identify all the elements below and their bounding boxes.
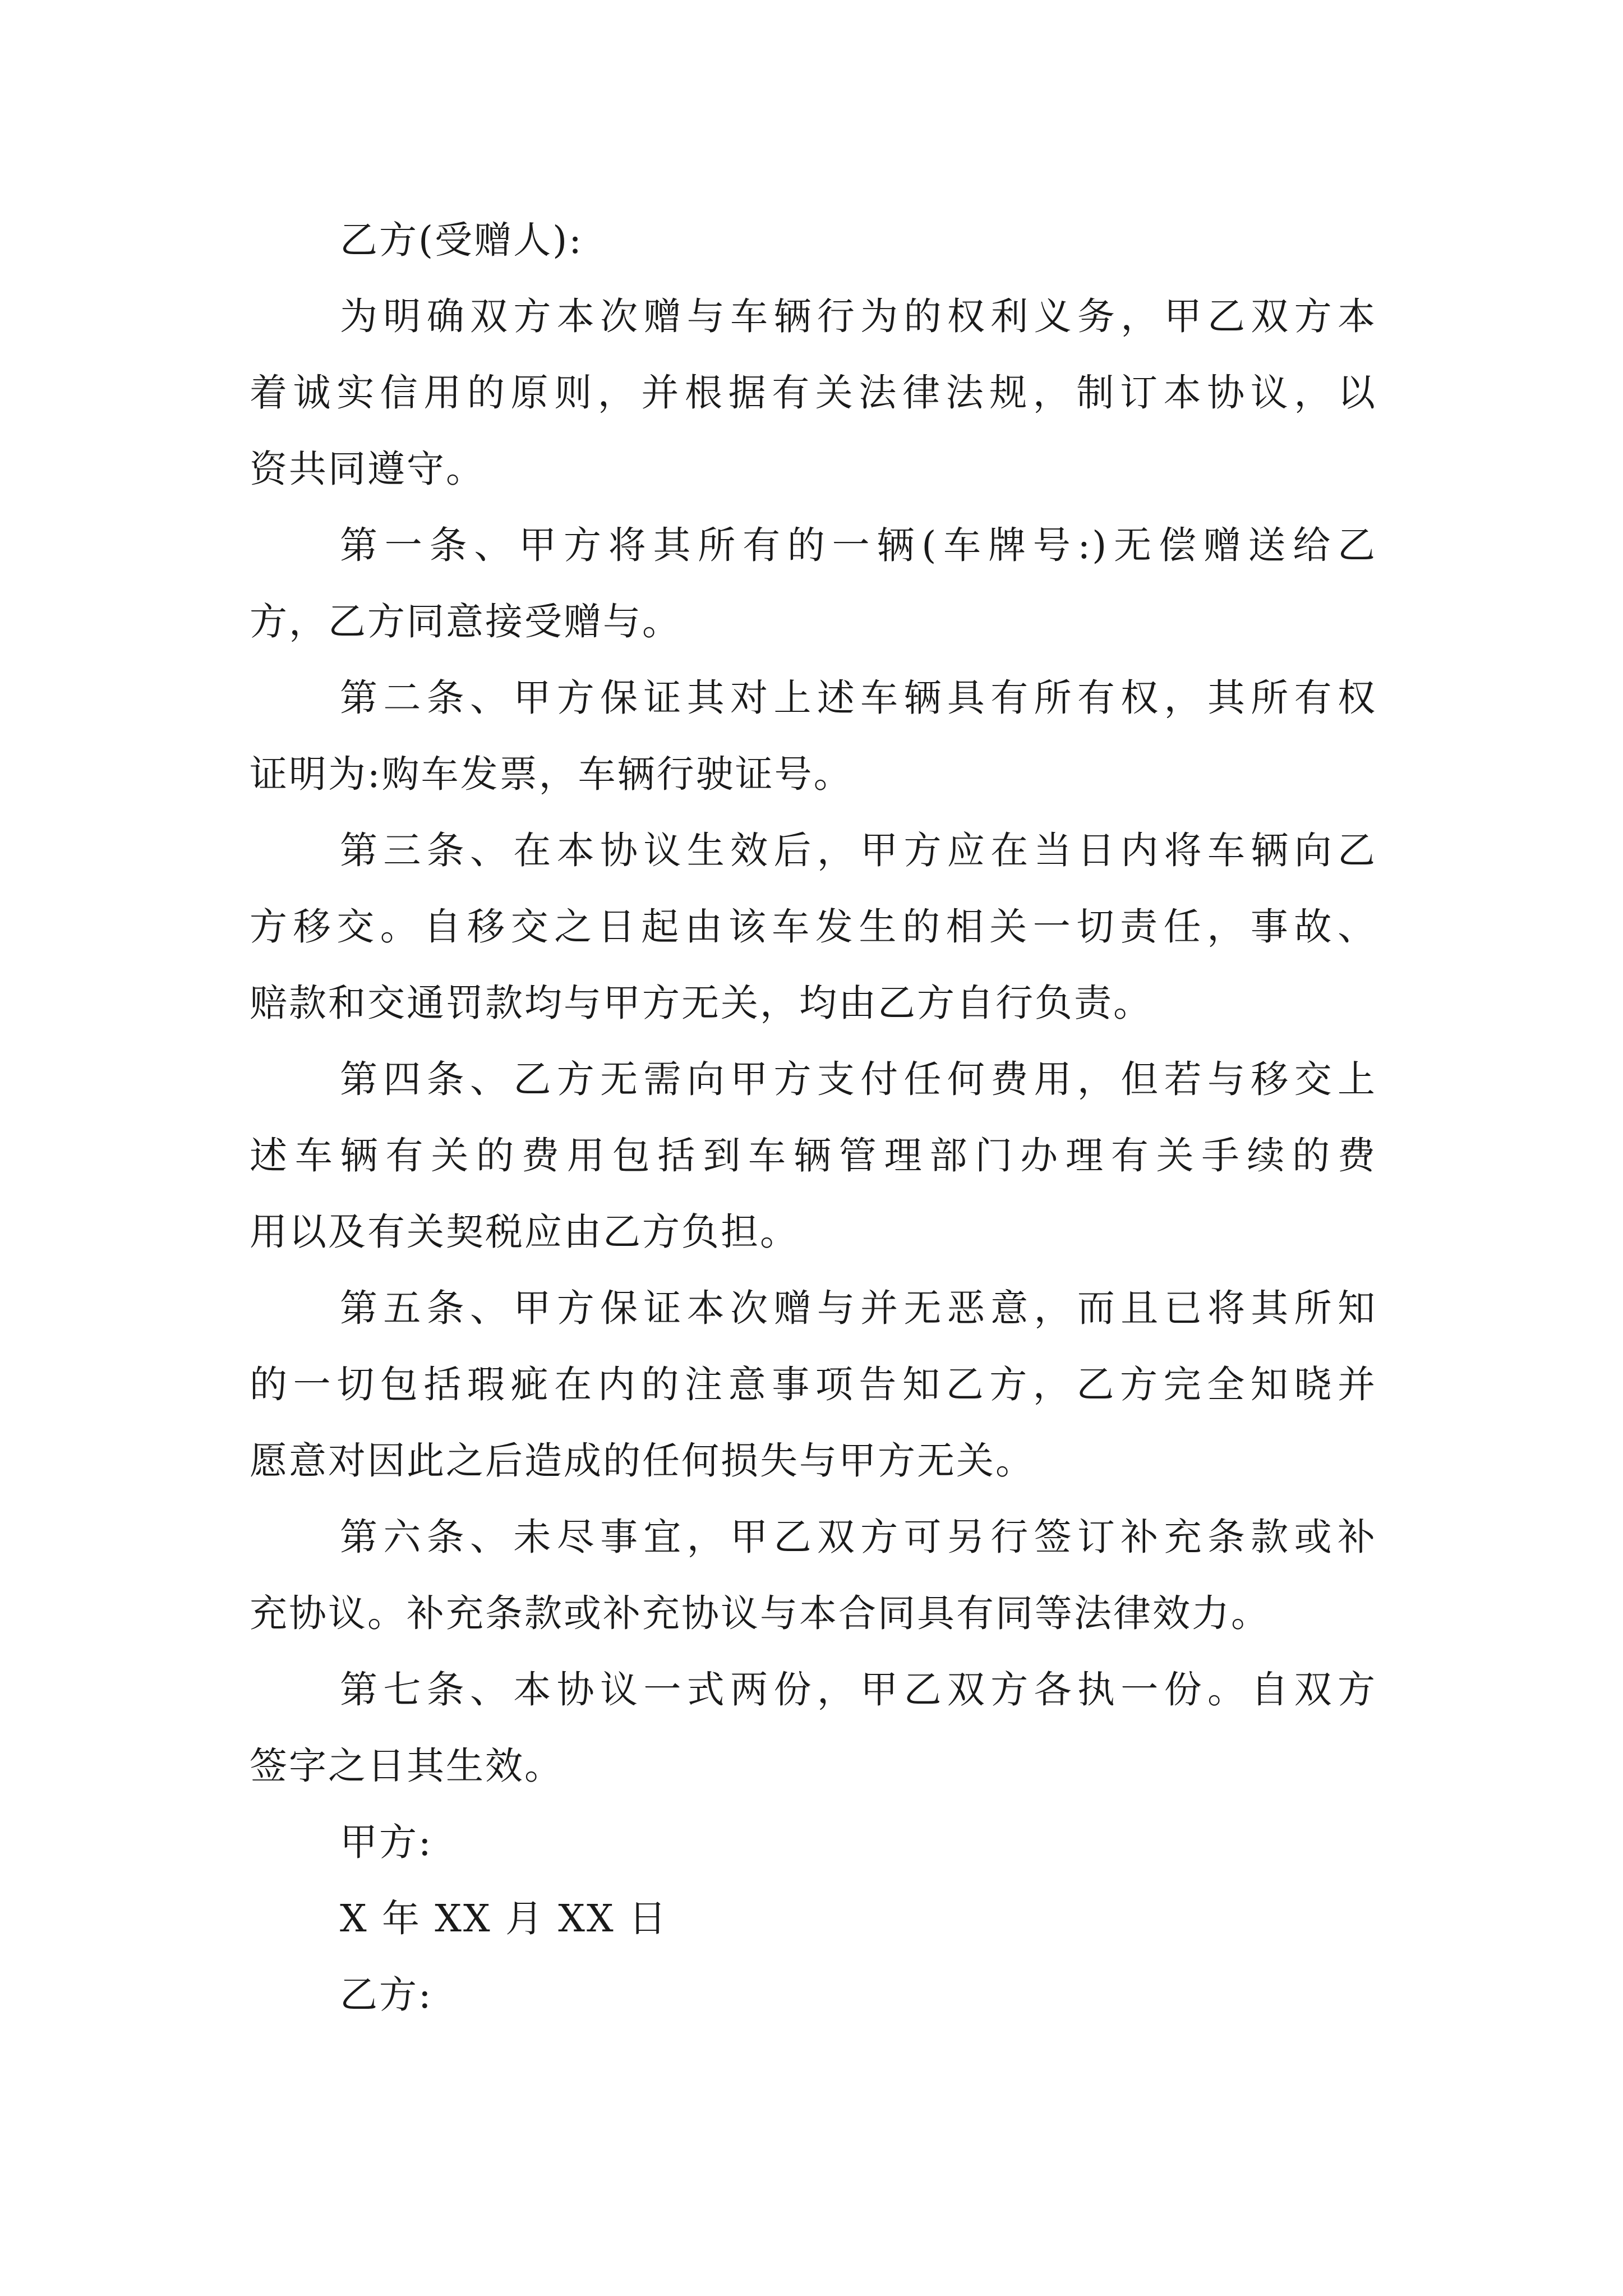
article-2 (250, 660, 1377, 812)
article-line: 第一条、甲方将其所有的一辆(车牌号:)无偿赠送给乙 (340, 523, 1377, 567)
document-body (250, 202, 1377, 2033)
article-4 (250, 1041, 1377, 1270)
article-line: 第二条、甲方保证其对上述车辆具有所有权，其所有权 (340, 676, 1377, 720)
article-line: 愿意对因此之后造成的任何损失与甲方无关。 (250, 1439, 1035, 1483)
article-line: 第三条、在本协议生效后，甲方应在当日内将车辆向乙 (340, 829, 1377, 872)
article-line: 方移交。自移交之日起由该车发生的相关一切责任，事故、 (250, 905, 1377, 949)
article-line: 签字之日其生效。 (250, 1744, 564, 1788)
article-6 (250, 1499, 1377, 1651)
article-3 (250, 812, 1377, 1041)
party-b-label: 乙方: (340, 1973, 433, 2017)
signing-date: X 年 XX 月 XX 日 (340, 1897, 668, 1940)
article-7 (250, 1651, 1377, 1804)
article-line: 用以及有关契税应由乙方负担。 (250, 1210, 799, 1254)
article-line: 方，乙方同意接受赠与。 (250, 600, 681, 643)
article-line: 第六条、未尽事宜，甲乙双方可另行签订补充条款或补 (340, 1515, 1377, 1559)
article-line: 证明为:购车发票，车辆行驶证号。 (250, 752, 853, 796)
intro-line: 着诚实信用的原则，并根据有关法律法规，制订本协议，以 (250, 371, 1377, 415)
party-a-label: 甲方: (340, 1820, 433, 1864)
article-5 (250, 1270, 1377, 1499)
intro-line: 资共同遵守。 (250, 447, 485, 491)
article-line: 第七条、本协议一式两份，甲乙双方各执一份。自双方 (340, 1668, 1377, 1711)
intro-paragraph (250, 278, 1377, 507)
recipient-label: 乙方(受赠人): (340, 218, 583, 262)
article-1 (250, 507, 1377, 660)
article-line: 第四条、乙方无需向甲方支付任何费用，但若与移交上 (340, 1057, 1377, 1101)
article-line: 充协议。补充条款或补充协议与本合同具有同等法律效力。 (250, 1591, 1270, 1635)
article-line: 述车辆有关的费用包括到车辆管理部门办理有关手续的费 (250, 1134, 1377, 1177)
article-line: 第五条、甲方保证本次赠与并无恶意，而且已将其所知 (340, 1286, 1377, 1330)
article-line: 赔款和交通罚款均与甲方无关，均由乙方自行负责。 (250, 981, 1152, 1025)
intro-line: 为明确双方本次赠与车辆行为的权利义务，甲乙双方本 (340, 295, 1377, 338)
article-line: 的一切包括瑕疵在内的注意事项告知乙方，乙方完全知晓并 (250, 1363, 1377, 1406)
